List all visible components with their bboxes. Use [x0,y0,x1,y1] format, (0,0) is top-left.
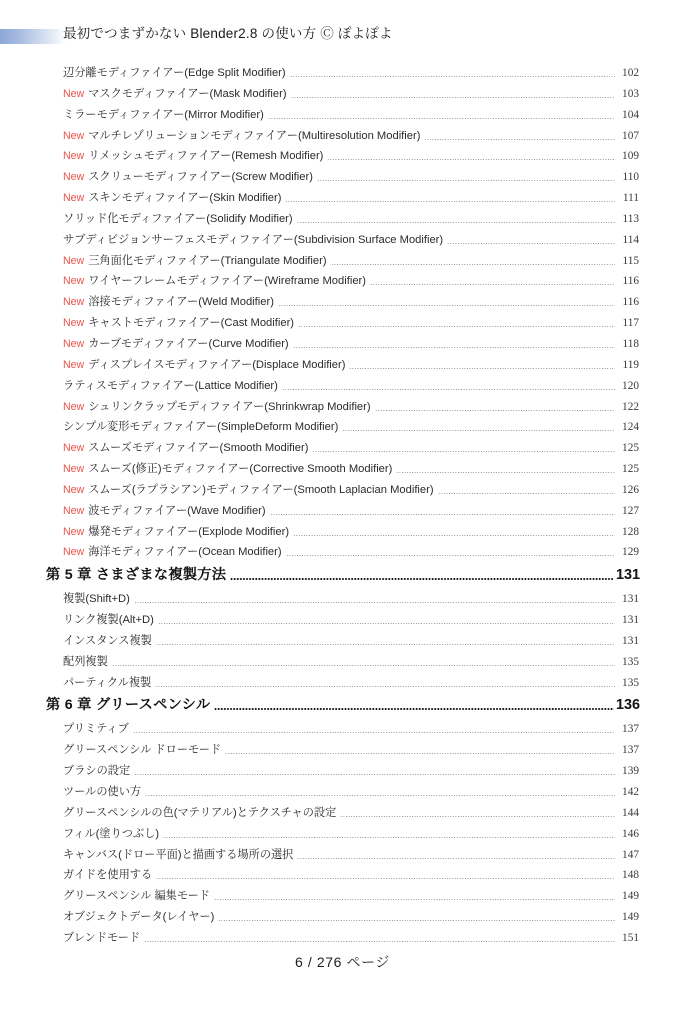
toc-row-inner [0,231,685,247]
toc-page-number: 129 [622,546,639,559]
toc-row-inner [0,210,685,226]
toc-page-number: 104 [622,108,639,121]
dot-leader [342,430,615,431]
toc-entry-row[interactable] [0,804,685,825]
toc-row-inner [0,168,685,184]
toc-row-inner [0,502,685,518]
toc-page-number: 135 [622,655,639,668]
toc-page-number: 128 [622,525,639,538]
toc-row-inner [0,314,685,330]
toc-entry-label: キャストモディファイアー(Cast Modifier) [88,317,295,330]
toc-page-number: 147 [622,848,639,861]
dot-leader [298,326,615,327]
toc-row-inner [0,189,685,205]
toc-entry-label: スクリューモディファイアー(Screw Modifier) [88,171,313,184]
toc-row-inner [0,694,685,714]
toc-page-number: 137 [622,744,639,757]
toc-row-inner [0,418,685,434]
toc-entry-row[interactable] [0,418,685,439]
toc-page-number: 125 [622,442,639,455]
dot-leader [156,644,615,645]
dot-leader [268,118,615,119]
toc-page-number: 103 [622,87,639,100]
dot-leader [285,201,615,202]
toc-chapter-row[interactable] [0,694,685,720]
toc-entry-row[interactable] [0,481,685,502]
new-badge: New [63,504,85,517]
toc-entry-row[interactable] [0,335,685,356]
toc-page-number: 149 [622,911,639,924]
toc-page-number: 111 [622,192,639,205]
toc-row-inner [0,64,685,80]
new-badge: New [63,171,85,184]
toc-entry-label: ミラーモディファイアー(Mirror Modifier) [63,108,264,121]
toc-page-number: 110 [622,171,639,184]
new-badge: New [63,337,85,350]
toc-page-number: 146 [622,827,639,840]
dot-leader [312,451,615,452]
dot-leader [370,284,615,285]
toc-entry-row[interactable] [0,106,685,127]
toc-row-inner [0,866,685,882]
toc-entry-label: 複製(Shift+D) [63,593,130,606]
toc-entry-row[interactable] [0,377,685,398]
dot-leader [214,899,615,900]
toc-entry-label: 第 5 章 さまざまな複製方法 [46,567,227,584]
new-badge: New [63,525,85,538]
toc-entry-row[interactable] [0,356,685,377]
toc-page-number: 102 [622,67,639,79]
toc-entry-row[interactable] [0,720,685,741]
toc-entry-label: シンプル変形モディファイアー(SimpleDeform Modifier) [63,421,339,434]
new-badge: New [63,87,85,100]
dot-leader [270,514,615,515]
toc-entry-label: オブジェクトデータ(レイヤー) [63,911,215,924]
toc-entry-label: パーティクル複製 [63,676,152,689]
toc-entry-label: 辺分離モディファイアー(Edge Split Modifier) [63,67,286,79]
toc-page-number: 118 [622,337,639,350]
toc-row-inner [0,825,685,841]
toc-entry-label: ディスプレイスモディファイアー(Displace Modifier) [88,358,346,371]
new-badge: New [63,546,85,559]
toc-entry-label: 溶接モディファイアー(Weld Modifier) [88,296,274,309]
toc-page-number: 127 [622,504,639,517]
toc-row-inner [0,272,685,288]
toc-entry-row[interactable] [0,887,685,908]
toc-entry-row[interactable] [0,231,685,252]
toc-entry-label: シュリンクラップモディファイアー(Shrinkwrap Modifier) [88,400,371,413]
toc-entry-row[interactable] [0,653,685,674]
toc-entry-label: プリミティブ [63,723,129,736]
toc-entry-row[interactable] [0,741,685,762]
toc-entry-label: 波モディファイアー(Wave Modifier) [88,504,266,517]
toc-row-inner [0,674,685,690]
toc-entry-label: グリースペンシル ドローモード [63,744,222,757]
dot-leader [291,97,615,98]
toc-page-number: 107 [622,129,639,142]
toc-entry-label: グリースペンシル 編集モード [63,890,210,903]
toc-entry-row[interactable] [0,189,685,210]
dot-leader [349,368,615,369]
toc-entry-row[interactable] [0,762,685,783]
toc-entry-label: ブラシの設定 [63,765,131,778]
toc-entry-label: マスクモディファイアー(Mask Modifier) [88,87,287,100]
toc-entry-label: グリースペンシルの色(マテリアル)とテクスチャの設定 [63,806,337,819]
toc-page-number: 116 [622,275,639,288]
toc-page-number: 144 [622,806,639,819]
toc-page-number: 117 [622,317,639,330]
toc-page-number: 131 [622,634,639,647]
dot-leader [134,602,615,603]
toc-entry-label: サブディビジョンサーフェスモディファイアー(Subdivision Surface Modifier) [63,233,444,246]
header-title: 最初でつまずかない Blender2.8 の使い方 Ⓒ ぽよぽよ [63,26,393,41]
toc-row-inner [0,804,685,820]
new-badge: New [63,150,85,163]
dot-leader [293,347,615,348]
toc-entry-label: ガイドを使用する [63,869,153,882]
toc-entry-row[interactable] [0,293,685,314]
toc-entry-row[interactable] [0,866,685,887]
toc-page-number: 122 [622,400,639,413]
toc-entry-row[interactable] [0,127,685,148]
footer-page-indicator: 6 / 276 ページ [294,954,391,970]
toc-entry-row[interactable] [0,590,685,611]
toc-page-number: 131 [622,614,639,627]
toc-row-inner [0,335,685,351]
toc-page-number: 151 [622,931,639,944]
toc-entry-row[interactable] [0,632,685,653]
toc-row-inner [0,632,685,648]
toc-page-number: 116 [622,296,639,309]
toc-row-inner [0,460,685,476]
toc-page-number: 119 [622,358,639,371]
toc-entry-label: マルチレゾリューションモディファイアー(Multiresolution Modifier) [88,129,421,142]
header-gradient-decoration [0,29,66,44]
toc-row-inner [0,293,685,309]
toc-entry-label: スムーズモディファイアー(Smooth Modifier) [88,442,309,455]
toc-entry-label: 第 6 章 グリースペンシル [46,697,211,714]
toc-row-inner [0,783,685,799]
toc-page-number: 120 [622,379,639,392]
new-badge: New [63,275,85,288]
toc-entry-label: 配列複製 [63,655,108,668]
new-badge: New [63,483,85,496]
toc-row-inner [0,611,685,627]
toc-entry-label: インスタンス複製 [63,634,152,647]
toc-row-inner [0,846,685,862]
toc-entry-label: 海洋モディファイアー(Ocean Modifier) [88,546,282,559]
toc-row-inner [0,653,685,669]
toc-entry-row[interactable] [0,502,685,523]
toc-page-number: 114 [622,233,639,246]
toc-entry-row[interactable] [0,252,685,273]
toc-entry-label: スキンモディファイアー(Skin Modifier) [88,192,282,205]
dot-leader [375,410,615,411]
toc-entry-row[interactable] [0,272,685,293]
toc-entry-row[interactable] [0,543,685,564]
dot-leader [163,837,615,838]
toc-entry-row[interactable] [0,210,685,231]
page-header [0,0,685,55]
toc-row-inner [0,523,685,539]
toc-entry-row[interactable] [0,147,685,168]
toc-row-inner [0,356,685,372]
toc-entry-label: 三角面化モディファイアー(Triangulate Modifier) [88,254,327,267]
dot-leader [447,243,615,244]
toc-entry-label: カーブモディファイアー(Curve Modifier) [88,337,289,350]
toc-row-inner [0,908,685,924]
toc-entry-row[interactable] [0,674,685,695]
dot-leader [297,858,615,859]
toc-row-inner [0,564,685,584]
toc-page-number: 115 [622,254,639,267]
dot-leader [278,305,615,306]
dot-leader [145,795,615,796]
new-badge: New [63,463,85,476]
toc-entry-label: ブレンドモード [63,931,141,944]
toc-row-inner [0,720,685,736]
toc-row-inner [0,543,685,559]
toc-row-inner [0,106,685,122]
new-badge: New [63,254,85,267]
table-of-contents [0,64,685,950]
toc-entry-label: ラティスモディファイアー(Lattice Modifier) [63,379,278,392]
dot-leader [424,139,615,140]
page-footer [0,931,685,1024]
toc-entry-label: ソリッド化モディファイアー(Solidify Modifier) [63,212,293,225]
toc-row-inner [0,252,685,268]
new-badge: New [63,296,85,309]
new-badge: New [63,442,85,455]
toc-page-number: 135 [622,676,639,689]
toc-entry-label: スムーズ(修正)モディファイアー(Corrective Smooth Modifier) [88,463,393,476]
toc-page-number: 148 [622,869,639,882]
dot-leader [438,493,615,494]
new-badge: New [63,358,85,371]
dot-leader [156,878,615,879]
new-badge: New [63,192,85,205]
toc-entry-row[interactable] [0,523,685,544]
toc-entry-label: リメッシュモディファイアー(Remesh Modifier) [88,150,324,163]
toc-entry-label: ワイヤーフレームモディファイアー(Wireframe Modifier) [88,275,367,288]
toc-entry-row[interactable] [0,908,685,929]
toc-entry-label: ツールの使い方 [63,786,142,798]
toc-page-number: 126 [622,483,639,496]
toc-row-inner [0,741,685,757]
toc-entry-row[interactable] [0,168,685,189]
dot-leader [282,389,615,390]
toc-row-inner [0,481,685,497]
toc-entry-row[interactable] [0,314,685,335]
dot-leader [158,623,615,624]
toc-entry-row[interactable] [0,64,685,85]
toc-entry-row[interactable] [0,398,685,419]
dot-leader [297,222,615,223]
toc-entry-row[interactable] [0,846,685,867]
toc-page-number: 125 [622,463,639,476]
toc-entry-label: フィル(塗りつぶし) [63,827,160,840]
toc-row-inner [0,377,685,393]
toc-page-number: 139 [622,765,639,778]
toc-entry-label: キャンバス(ドロー平面)と描画する場所の選択 [63,848,294,861]
toc-entry-row[interactable] [0,611,685,632]
dot-leader [286,555,615,556]
dot-leader [317,180,615,181]
toc-entry-label: リンク複製(Alt+D) [63,614,154,627]
toc-page-number: 142 [622,786,639,798]
toc-page-number: 149 [622,890,639,903]
dot-leader [396,472,615,473]
toc-entry-row[interactable] [0,439,685,460]
toc-row-inner [0,887,685,903]
toc-entry-row[interactable] [0,783,685,804]
toc-page-number: 131 [615,567,640,584]
toc-row-inner [0,762,685,778]
toc-row-inner [0,147,685,163]
toc-entry-label: 爆発モディファイアー(Explode Modifier) [88,525,290,538]
toc-row-inner [0,85,685,101]
toc-page-number: 109 [622,150,639,163]
dot-leader [112,665,615,666]
toc-page-number: 131 [622,593,639,606]
dot-leader [340,816,615,817]
dot-leader [230,578,614,580]
dot-leader [290,76,615,77]
toc-chapter-row[interactable] [0,564,685,590]
toc-row-inner [0,590,685,606]
dot-leader [225,753,615,754]
toc-page-number: 124 [622,421,639,434]
dot-leader [155,686,615,687]
toc-row-inner [0,398,685,414]
new-badge: New [63,400,85,413]
new-badge: New [63,129,85,142]
dot-leader [133,732,615,733]
toc-entry-row[interactable] [0,85,685,106]
dot-leader [327,159,615,160]
new-badge: New [63,317,85,330]
toc-entry-label: スムーズ(ラプラシアン)モディファイアー(Smooth Laplacian Modifier) [88,483,434,496]
dot-leader [331,264,615,265]
toc-row-inner [0,439,685,455]
toc-row-inner [0,127,685,143]
dot-leader [218,920,615,921]
toc-page-number: 113 [622,212,639,225]
dot-leader [293,535,615,536]
dot-leader [214,708,614,710]
toc-entry-row[interactable] [0,460,685,481]
dot-leader [134,774,615,775]
toc-page-number: 137 [622,723,639,736]
toc-page-number: 136 [615,697,640,714]
toc-entry-row[interactable] [0,825,685,846]
